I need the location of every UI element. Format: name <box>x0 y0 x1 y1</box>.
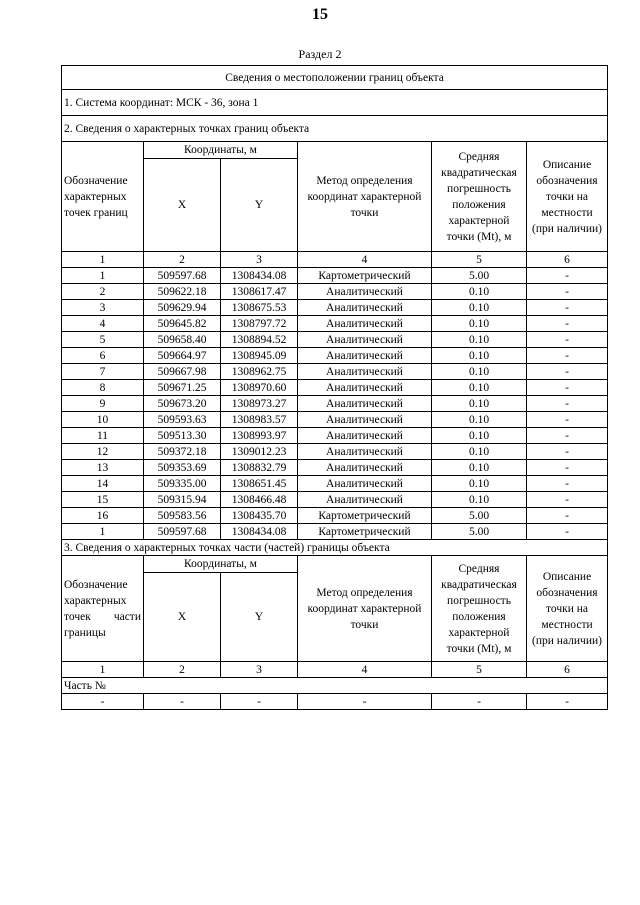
table-cell: 1308617.47 <box>221 284 298 300</box>
table-row <box>62 492 608 508</box>
table-cell: Аналитический <box>298 444 432 460</box>
table-cell: 1308894.52 <box>221 332 298 348</box>
column-number: 2 <box>144 662 221 678</box>
table-row <box>62 364 608 380</box>
table-cell: Аналитический <box>298 412 432 428</box>
points-heading: 2. Сведения о характерных точках границ объекта <box>62 116 608 142</box>
table-cell: 13 <box>62 460 144 476</box>
table-cell: 2 <box>62 284 144 300</box>
table-cell: 509597.68 <box>144 524 221 540</box>
header-method: Метод определения координат характерной точки <box>298 142 432 252</box>
table-cell: 1308993.97 <box>221 428 298 444</box>
table-cell: 5 <box>62 332 144 348</box>
table-cell: 509622.18 <box>144 284 221 300</box>
section-title: Раздел 2 <box>298 47 342 61</box>
table-cell: 5.00 <box>432 508 527 524</box>
table-cell: 509658.40 <box>144 332 221 348</box>
table-cell: 0.10 <box>432 300 527 316</box>
table-cell: Аналитический <box>298 492 432 508</box>
table-cell: 1308434.08 <box>221 524 298 540</box>
column-number: 3 <box>221 662 298 678</box>
parts-header-method: Метод определения координат характерной точки <box>298 556 432 662</box>
table-cell: Картометрический <box>298 524 432 540</box>
table-title: Сведения о местоположении границ объекта <box>62 66 608 90</box>
table-cell: 12 <box>62 444 144 460</box>
table-cell: 16 <box>62 508 144 524</box>
table-cell: Аналитический <box>298 300 432 316</box>
table-cell: 1308983.57 <box>221 412 298 428</box>
table-row <box>62 524 608 540</box>
parts-header-coordinates: Координаты, м <box>144 556 298 573</box>
table-row <box>62 348 608 364</box>
table-cell: 5.00 <box>432 268 527 284</box>
table-cell: 5.00 <box>432 524 527 540</box>
column-number: 6 <box>527 252 608 268</box>
table-row <box>62 300 608 316</box>
table-cell: - <box>527 694 608 710</box>
table-row <box>62 508 608 524</box>
column-number: 5 <box>432 662 527 678</box>
table-cell: 1308970.60 <box>221 380 298 396</box>
table-cell: 0.10 <box>432 332 527 348</box>
table-cell: - <box>62 694 144 710</box>
table-cell: 509335.00 <box>144 476 221 492</box>
table-cell: 0.10 <box>432 428 527 444</box>
table-cell: 1 <box>62 524 144 540</box>
table-cell: 509673.20 <box>144 396 221 412</box>
table-row <box>62 412 608 428</box>
table-cell: 6 <box>62 348 144 364</box>
header-x: X <box>144 159 221 252</box>
table-cell: 509513.30 <box>144 428 221 444</box>
parts-header-description: Описание обозначения точки на местности (при наличии) <box>527 556 608 662</box>
table-cell: Аналитический <box>298 316 432 332</box>
table-cell: - <box>432 694 527 710</box>
table-cell: 1308973.27 <box>221 396 298 412</box>
table-cell: - <box>298 694 432 710</box>
table-cell: Аналитический <box>298 476 432 492</box>
table-cell: 1308434.08 <box>221 268 298 284</box>
table-cell: - <box>527 316 608 332</box>
header-description: Описание обозначения точки на местности (при наличии) <box>527 142 608 252</box>
table-cell: 1308675.53 <box>221 300 298 316</box>
table-cell: Картометрический <box>298 508 432 524</box>
coord-system: 1. Система координат: МСК - 36, зона 1 <box>62 90 608 116</box>
table-row <box>62 444 608 460</box>
table-cell: Аналитический <box>298 364 432 380</box>
table-row <box>62 396 608 412</box>
header-accuracy: Средняя квадратическая погрешность положения характерной точки (Mt), м <box>432 142 527 252</box>
table-cell: 0.10 <box>432 348 527 364</box>
column-number: 5 <box>432 252 527 268</box>
table-cell: 509664.97 <box>144 348 221 364</box>
table-cell: 7 <box>62 364 144 380</box>
column-number: 3 <box>221 252 298 268</box>
table-cell: 1 <box>62 268 144 284</box>
parts-header-x: X <box>144 573 221 662</box>
table-cell: Аналитический <box>298 428 432 444</box>
table-cell: 0.10 <box>432 444 527 460</box>
header-y: Y <box>221 159 298 252</box>
table-cell: 9 <box>62 396 144 412</box>
header-coordinates: Координаты, м <box>144 142 298 159</box>
parts-heading: 3. Сведения о характерных точках части (частей) границы объекта <box>62 540 608 556</box>
table-cell: - <box>527 348 608 364</box>
table-cell: - <box>527 332 608 348</box>
table-cell: Аналитический <box>298 460 432 476</box>
table-cell: 0.10 <box>432 316 527 332</box>
boundary-table <box>61 65 608 710</box>
table-row <box>62 332 608 348</box>
table-cell: - <box>527 428 608 444</box>
page-number: 15 <box>312 6 328 23</box>
table-row <box>62 476 608 492</box>
table-cell: - <box>221 694 298 710</box>
table-cell: 0.10 <box>432 364 527 380</box>
table-cell: - <box>527 508 608 524</box>
table-cell: 3 <box>62 300 144 316</box>
table-cell: 509645.82 <box>144 316 221 332</box>
table-cell: - <box>527 268 608 284</box>
table-cell: - <box>527 524 608 540</box>
table-row <box>62 284 608 300</box>
column-number: 1 <box>62 662 144 678</box>
table-cell: Аналитический <box>298 380 432 396</box>
table-cell: 0.10 <box>432 492 527 508</box>
table-cell: 1308832.79 <box>221 460 298 476</box>
table-cell: - <box>527 300 608 316</box>
table-row <box>62 380 608 396</box>
table-cell: - <box>144 694 221 710</box>
table-cell: 509372.18 <box>144 444 221 460</box>
column-number: 6 <box>527 662 608 678</box>
table-cell: 509353.69 <box>144 460 221 476</box>
table-cell: Аналитический <box>298 284 432 300</box>
table-cell: 509593.63 <box>144 412 221 428</box>
table-cell: 4 <box>62 316 144 332</box>
part-row <box>62 694 608 710</box>
table-cell: 1308435.70 <box>221 508 298 524</box>
column-number: 2 <box>144 252 221 268</box>
column-numbers-row <box>62 252 608 268</box>
table-cell: Картометрический <box>298 268 432 284</box>
table-cell: - <box>527 396 608 412</box>
table-cell: Аналитический <box>298 396 432 412</box>
table-row <box>62 268 608 284</box>
parts-header-designation: Обозначение характерных точек части границы <box>62 556 144 662</box>
table-cell: 0.10 <box>432 380 527 396</box>
table-cell: - <box>527 444 608 460</box>
column-number: 4 <box>298 252 432 268</box>
table-cell: - <box>527 492 608 508</box>
table-row <box>62 428 608 444</box>
parts-column-numbers-row <box>62 662 608 678</box>
table-cell: 0.10 <box>432 476 527 492</box>
table-cell: 0.10 <box>432 396 527 412</box>
table-cell: 14 <box>62 476 144 492</box>
table-cell: 0.10 <box>432 412 527 428</box>
parts-header-accuracy: Средняя квадратическая погрешность положения характерной точки (Mt), м <box>432 556 527 662</box>
table-cell: 509671.25 <box>144 380 221 396</box>
table-cell: 0.10 <box>432 284 527 300</box>
column-number: 4 <box>298 662 432 678</box>
table-cell: 509597.68 <box>144 268 221 284</box>
table-cell: 1308945.09 <box>221 348 298 364</box>
table-cell: 1308797.72 <box>221 316 298 332</box>
header-designation: Обозначение характерных точек границ <box>62 142 144 252</box>
table-cell: 0.10 <box>432 460 527 476</box>
table-cell: 1308651.45 <box>221 476 298 492</box>
table-row <box>62 460 608 476</box>
table-cell: - <box>527 476 608 492</box>
table-cell: 15 <box>62 492 144 508</box>
table-row <box>62 316 608 332</box>
table-cell: - <box>527 380 608 396</box>
part-label: Часть № <box>62 678 608 694</box>
table-cell: 1308466.48 <box>221 492 298 508</box>
table-cell: 509667.98 <box>144 364 221 380</box>
table-cell: 1308962.75 <box>221 364 298 380</box>
table-cell: 8 <box>62 380 144 396</box>
table-cell: - <box>527 364 608 380</box>
table-cell: 509315.94 <box>144 492 221 508</box>
table-cell: Аналитический <box>298 348 432 364</box>
table-cell: 509629.94 <box>144 300 221 316</box>
table-cell: 11 <box>62 428 144 444</box>
table-cell: - <box>527 412 608 428</box>
table-cell: - <box>527 460 608 476</box>
table-cell: - <box>527 284 608 300</box>
column-number: 1 <box>62 252 144 268</box>
table-cell: 1309012.23 <box>221 444 298 460</box>
parts-header-y: Y <box>221 573 298 662</box>
table-cell: Аналитический <box>298 332 432 348</box>
table-cell: 10 <box>62 412 144 428</box>
table-cell: 509583.56 <box>144 508 221 524</box>
